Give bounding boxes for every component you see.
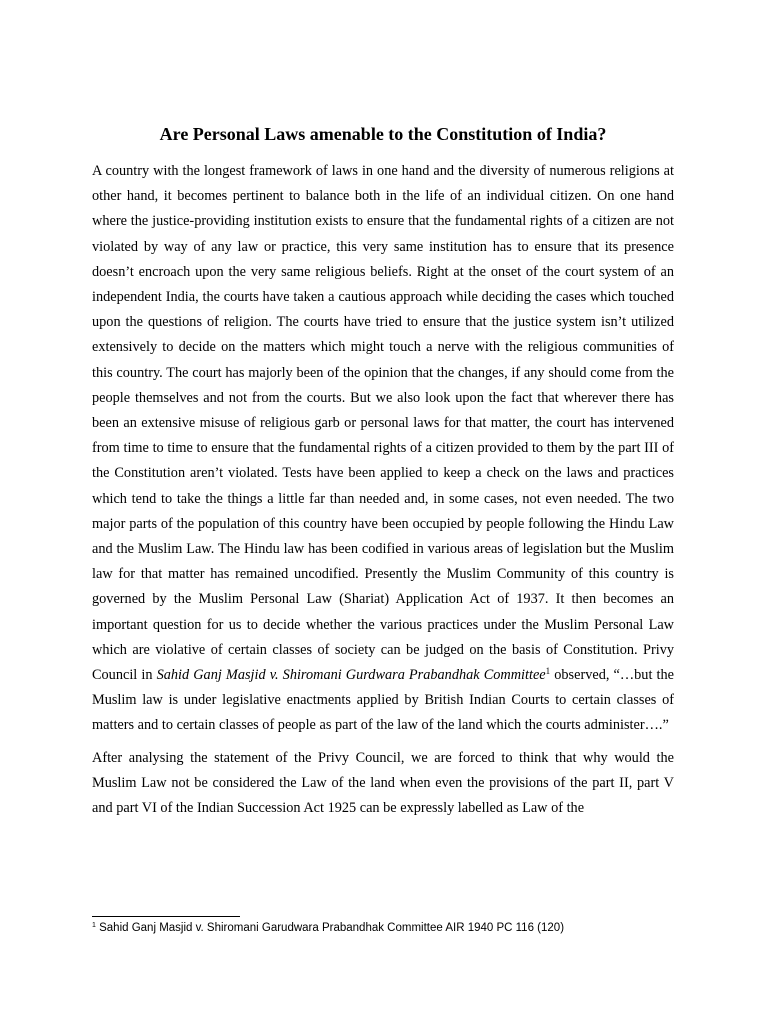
footnote: [92, 921, 674, 936]
paragraph-1-text-after-case: observed, “…but the Muslim law is under legislative enactments applied by British Indian Courts to certain classes of matters and to certain classes of people as part of the law of the land which the courts administer….”: [92, 667, 674, 734]
footnote-marker: 1: [92, 921, 96, 929]
document-title: Are Personal Laws amenable to the Constitution of India?: [159, 124, 607, 144]
paragraph-1: [92, 159, 674, 739]
paragraph-2: After analysing the statement of the Privy Council, we are forced to think that why would the Muslim Law not be considered the Law of the land when even the provisions of the part II, part V and part VI of the Indian Succession Act 1925 can be expressly labelled as Law of the: [92, 749, 674, 817]
footnote-separator: [92, 916, 240, 917]
case-name: Sahid Ganj Masjid v. Shiromani Gurdwara Prabandhak Committee: [156, 667, 546, 684]
paragraph-1-text-before-case: A country with the longest framework of laws in one hand and the diversity of numerous religions at other hand, it becomes pertinent to balance both in the life of an individual citizen. On one hand where the justice-providing institution exists to ensure that the fundamental rights of a citizen are not violated by way of any law or practice, this very same institution has to ensure that its presence doesn’t encroach upon the very same religious beliefs. Right at the onset of the court system of an independent India, the courts have taken a cautious approach while deciding the cases which touched upon the questions of religion. The courts have tried to ensure that the justice system isn’t utilized extensively to decide on the matters which might touch a nerve with the religious communities of this country. The court has majorly been of the opinion that the changes, if any should come from the people themselves and not from the courts. But we also look upon the fact that wherever there has been an extensive misuse of religious garb or personal laws for that matter, the court has intervened from time to time to ensure that the fundamental rights of a citizen provided to them by the part III of the Constitution aren’t violated. Tests have been applied to keep a check on the laws and practices which tend to take the things a little far than needed and, in some cases, not even needed. The two major parts of the population of this country have been occupied by people following the Hindu Law and the Muslim Law. The Hindu law has been codified in various areas of legislation but the Muslim law for that matter has remained uncodified. Presently the Muslim Community of this country is governed by the Muslim Personal Law (Shariat) Application Act of 1937. It then becomes an important question for us to decide whether the various practices under the Muslim Personal Law which are violative of certain classes of society can be judged on the basis of Constitution. Privy Council in: [92, 163, 674, 684]
footnote-reference[interactable]: 1: [545, 666, 551, 677]
document-page: [92, 120, 674, 828]
footnote-text: Sahid Ganj Masjid v. Shiromani Garudwara Prabandhak Committee AIR 1940 PC 116 (120): [95, 922, 565, 934]
